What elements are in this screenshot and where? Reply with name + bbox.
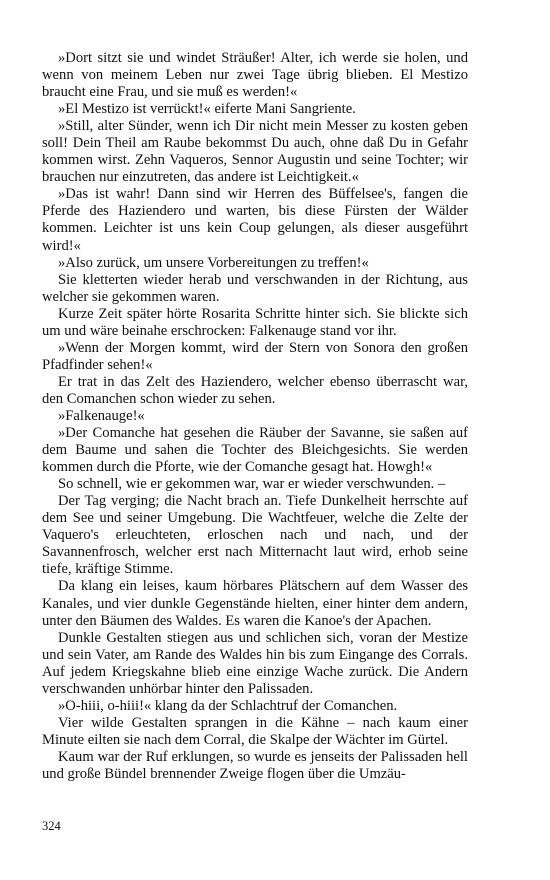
- paragraph: »Der Comanche hat gesehen die Räuber der Savanne, sie saßen auf dem Baume und sahen die Tochter des Bleichgesichts. Sie werden kommen durch die Pforte, wie der Comanche gesagt hat. Howgh!«: [42, 425, 468, 476]
- paragraph: »Falkenauge!«: [58, 407, 145, 424]
- paragraph: Der Tag verging; die Nacht brach an. Tiefe Dunkelheit herrschte auf dem See und seiner Umgebung. Die Wachtfeuer, welche die Zelte der Vaquero's erleuchteten, erloschen nach und nach, und der Savannenfrosch, welcher erst nach Mitternacht laut wird, erhob seine tiefe, kräftige Stimme.: [42, 493, 468, 578]
- paragraph: Kaum war der Ruf erklungen, so wurde es jenseits der Palissaden hell und große Bündel brennender Zweige flogen über die Umzäu-: [42, 748, 468, 782]
- book-page-text: [42, 50, 468, 783]
- page-number: 324: [42, 819, 61, 833]
- paragraph: »Das ist wahr! Dann sind wir Herren des Büffelsee's, fangen die Pferde des Haziendero und warten, bis diese Fürsten der Wälder kommen. Leichter ist uns kein Coup gelungen, als dieser ausgeführt wird!«: [42, 186, 468, 254]
- paragraph: Er trat in das Zelt des Haziendero, welcher ebenso überrascht war, den Comanchen schon wieder zu sehen.: [42, 373, 468, 407]
- paragraph: »Still, alter Sünder, wenn ich Dir nicht mein Messer zu kosten geben soll! Dein Theil am Raube bekommst Du auch, ohne daß Du in Gefahr kommen wirst. Zehn Vaqueros, Sennor Augustin und seine Tochter; wir brauchen nur einzutreten, das andere ist Leichtigkeit.«: [42, 118, 468, 186]
- paragraph: Sie kletterten wieder herab und verschwanden in der Richtung, aus welcher sie gekommen waren.: [42, 271, 468, 305]
- paragraph: »Also zurück, um unsere Vorbereitungen zu treffen!«: [58, 254, 369, 271]
- paragraph: Da klang ein leises, kaum hörbares Plätschern auf dem Wasser des Kanales, und vier dunkle Gegenstände hielten, einer hinter dem andern, unter den Bäumen des Waldes. Es waren die Kanoe's der Apachen.: [42, 578, 468, 629]
- paragraph: »O-hiii, o-hiii!« klang da der Schlachtruf der Comanchen.: [58, 697, 398, 714]
- paragraph: »Dort sitzt sie und windet Sträußer! Alter, ich werde sie holen, und wenn von meinem Leben nur zwei Tage übrig blieben. El Mestizo braucht eine Frau, und sie muß es werden!«: [42, 50, 468, 101]
- paragraph: Dunkle Gestalten stiegen aus und schlichen sich, voran der Mestize und sein Vater, am Rande des Waldes hin bis zum Eingange des Corrals. Auf jedem Kriegskahne blieb eine einzige Wache zurück. Die Andern verschwanden unhörbar hinter den Palissaden.: [42, 629, 468, 697]
- paragraph: Vier wilde Gestalten sprangen in die Kähne – nach kaum einer Minute eilten sie nach dem Corral, die Skalpe der Wächter im Gürtel.: [42, 714, 468, 748]
- paragraph: »Wenn der Morgen kommt, wird der Stern von Sonora den großen Pfadfinder sehen!«: [42, 339, 468, 373]
- paragraph: So schnell, wie er gekommen war, war er wieder verschwunden. –: [58, 476, 446, 493]
- paragraph: »El Mestizo ist verrückt!« eiferte Mani Sangriente.: [58, 101, 356, 118]
- paragraph: Kurze Zeit später hörte Rosarita Schritte hinter sich. Sie blickte sich um und wäre beinahe erschrocken: Falkenauge stand vor ihr.: [42, 305, 468, 339]
